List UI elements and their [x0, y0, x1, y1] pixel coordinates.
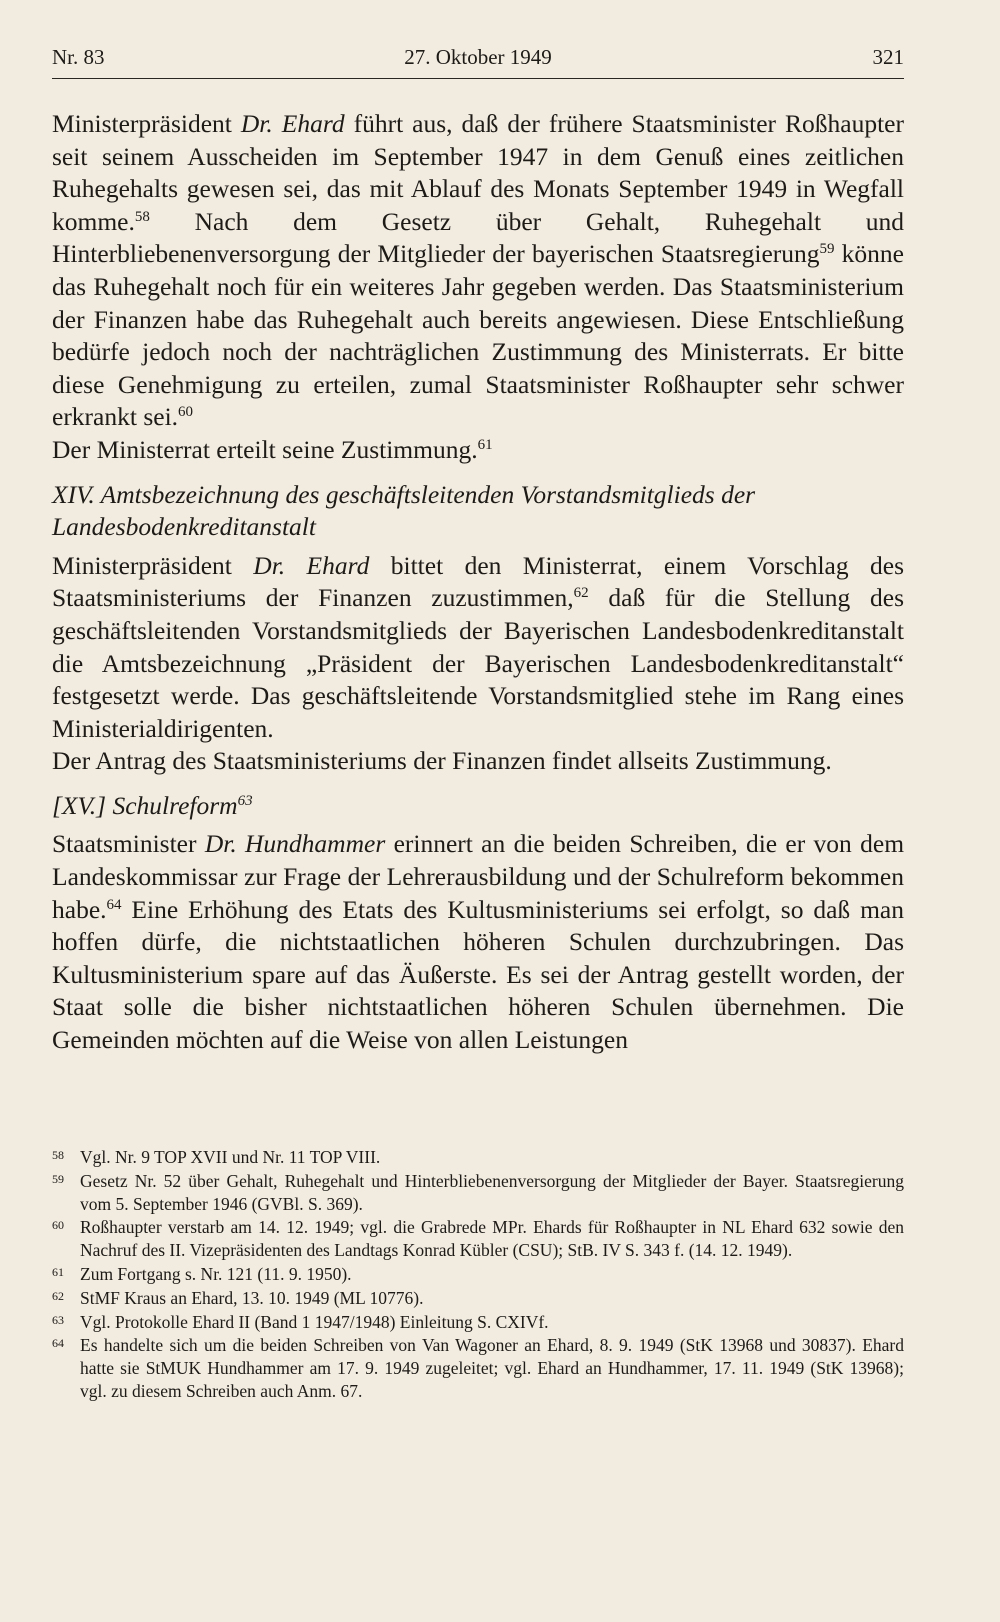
footnote-number: 60 [52, 1218, 64, 1233]
footnote-item [52, 1216, 904, 1262]
text-run: daß für die Stellung des geschäftsleitenden Vorstandsmitglieds der Bayerischen Landesbodenkreditanstalt die Amtsbezeichnung „Präsident der Bayerischen Landesbodenkreditanstalt“ festgesetzt werde. Das geschäftsleitende Vorstandsmitglied stehe im Rang eines Ministerialdirigenten. [52, 583, 904, 743]
text-run: könne das Ruhegehalt noch für ein weiteres Jahr gegeben werden. Das Staatsministerium der Finanzen habe das Ruhegehalt auch bereits angewiesen. Diese Entschließung bedürfe jedoch noch der nachträglichen Zustimmung des Ministerrats. Er bitte diese Genehmigung zu erteilen, zumal Staatsminister Roßhaupter sehr schwer erkrankt sei. [52, 239, 904, 432]
paragraph-rosshaupter [52, 108, 904, 434]
footnote-number: 63 [52, 1312, 64, 1327]
paragraph-antrag: Der Antrag des Staatsministeriums der Finanzen findet allseits Zustimmung. [52, 746, 832, 776]
heading-text: [XV.] Schulreform [52, 790, 238, 820]
footnote-ref-63[interactable]: 63 [237, 792, 253, 809]
text-run: Der Ministerrat erteilt seine Zustimmung. [52, 434, 478, 464]
footnote-ref-62[interactable]: 62 [573, 585, 589, 602]
text-run: Ministerpräsident [52, 550, 254, 580]
footnote-text: Zum Fortgang s. Nr. 121 (11. 9. 1950). [80, 1263, 352, 1284]
section-heading-xiv: XIV. Amtsbezeichnung des geschäftsleitenden Vorstandsmitglieds der Landesbodenkreditanstalt [52, 479, 756, 542]
footnote-text: Roßhaupter verstarb am 14. 12. 1949; vgl. die Grabrede MPr. Ehards für Roßhaupter in NL Ehard 632 sowie den Nachruf des II. Vizepräsidenten des Landtags Konrad Kübler (CSU); StB. IV S. 343 f. (14. 12. 1949). [80, 1217, 904, 1261]
section-heading-xv [52, 790, 904, 823]
footnote-number: 64 [52, 1336, 64, 1351]
running-header [52, 44, 904, 79]
header-date: 27. Oktober 1949 [404, 45, 552, 69]
footnotes-section [52, 1146, 904, 1403]
text-run: Ministerpräsident [52, 109, 241, 138]
text-run: Nach dem Gesetz über Gehalt, Ruhegehalt und Hinterbliebenenversorgung der Mitglieder der bayerischen Staatsregierung [52, 206, 904, 269]
text-run: Staatsminister [52, 829, 205, 859]
footnote-item [52, 1263, 904, 1286]
footnote-item [52, 1311, 904, 1334]
footnote-item [52, 1334, 904, 1402]
paragraph-amtsbezeichnung [52, 550, 904, 746]
paragraph-schulreform [52, 828, 904, 1056]
footnote-text: StMF Kraus an Ehard, 13. 10. 1949 (ML 10776). [80, 1287, 424, 1308]
main-text [52, 108, 904, 1057]
footnote-text: Vgl. Nr. 9 TOP XVII und Nr. 11 TOP VIII. [80, 1147, 381, 1167]
footnote-ref-64[interactable]: 64 [106, 896, 122, 913]
paragraph-zustimmung [52, 434, 904, 467]
page-number: 321 [872, 45, 904, 69]
text-run: erinnert an die beiden Schreiben, die er von dem Landeskommissar zur Frage der Lehrerausbildung und der Schulreform bekommen habe. [52, 829, 905, 924]
footnote-number: 59 [52, 1171, 64, 1186]
footnote-number: 58 [52, 1148, 64, 1162]
text-run: bittet den Ministerrat, einem Vorschlag des Staatsministeriums der Finanzen zuzustimmen, [52, 550, 904, 613]
footnote-item [52, 1170, 904, 1216]
person-name: Dr. Ehard [240, 109, 345, 138]
footnote-number: 62 [52, 1288, 64, 1303]
footnote-text: Gesetz Nr. 52 über Gehalt, Ruhegehalt und Hinterbliebenenversorgung der Mitglieder der Bayer. Staatsregierung vom 5. September 1946 (GVBl. S. 369). [80, 1170, 904, 1214]
footnote-number: 61 [52, 1264, 64, 1279]
footnote-item [52, 1146, 904, 1169]
text-run: Eine Erhöhung des Etats des Kultusministeriums sei erfolgt, so daß man hoffen dürfe, die nichtstaatlichen höheren Schulen durchzubringen. Das Kultusministerium spare auf das Äußerste. Es sei der Antrag gestellt worden, der Staat solle die bisher nichtstaatlichen höheren Schulen übernehmen. Die Gemeinden möchten auf die Weise von allen Leistungen [52, 894, 904, 1055]
footnote-item [52, 1287, 904, 1310]
footnote-text: Vgl. Protokolle Ehard II (Band 1 1947/1948) Einleitung S. CXIVf. [80, 1311, 549, 1332]
footnote-ref-59[interactable]: 59 [819, 241, 835, 258]
person-name: Dr. Hundhammer [204, 829, 386, 859]
footnote-text: Es handelte sich um die beiden Schreiben von Van Wagoner an Ehard, 8. 9. 1949 (StK 13968 und 30837). Ehard hatte sie StMUK Hundhammer am 17. 9. 1949 zugeleitet; vgl. Ehard an Hundhammer, 17. 11. 1949 (StK 13968); vgl. zu diesem Schreiben auch Anm. 67. [80, 1335, 904, 1401]
footnote-ref-60[interactable]: 60 [178, 404, 194, 421]
document-number: Nr. 83 [52, 45, 105, 69]
text-run: führt aus, daß der frühere Staatsminister Roßhaupter seit seinem Ausscheiden im September 1947 in dem Genuß eines zeitlichen Ruhegehalts gewesen sei, das mit Ablauf des Monats September 1949 in Wegfall komme. [52, 109, 904, 236]
person-name: Dr. Ehard [253, 550, 370, 580]
footnote-ref-61[interactable]: 61 [477, 436, 493, 453]
footnote-ref-58[interactable]: 58 [134, 208, 150, 225]
